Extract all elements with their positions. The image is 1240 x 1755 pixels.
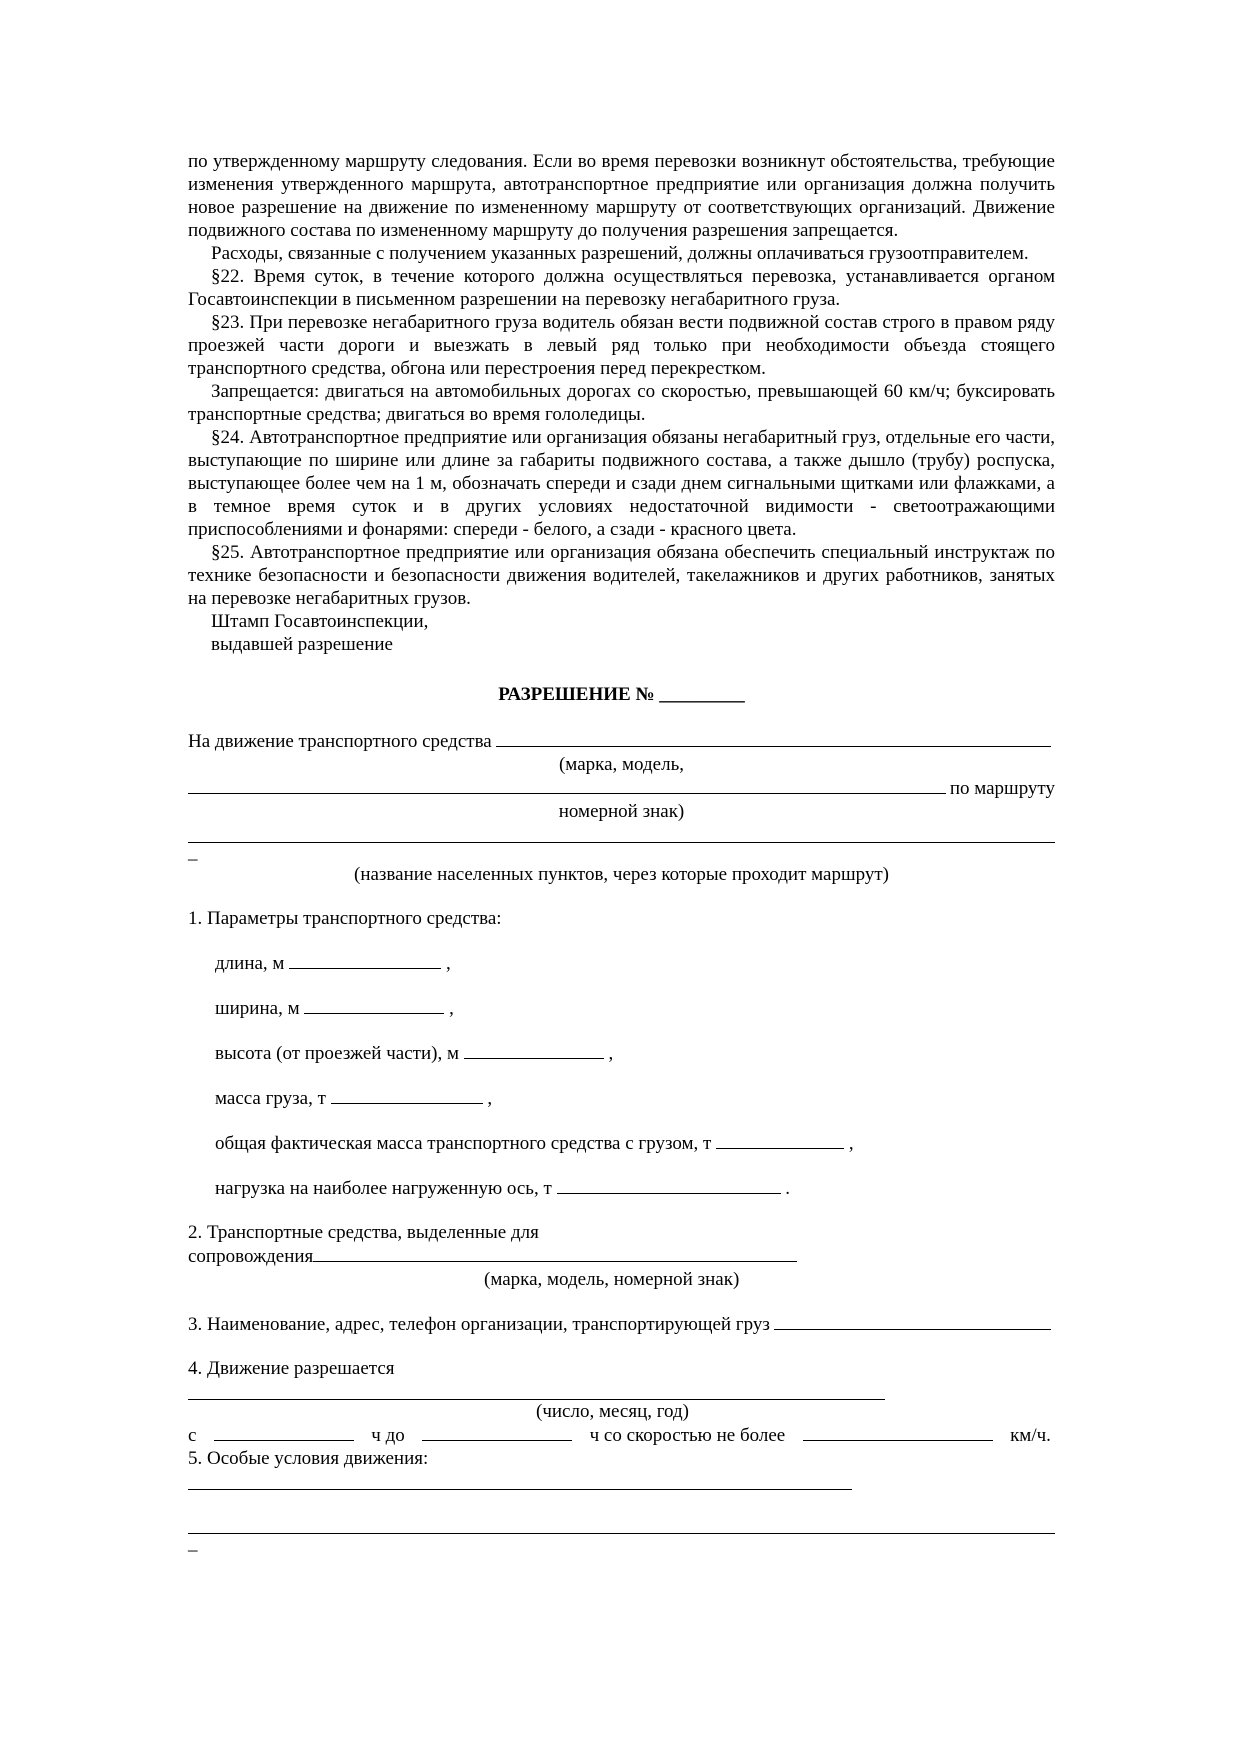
section-3-label: 3. Наименование, адрес, телефон организации, транспортирующей груз [188,1314,770,1335]
section-3-row [188,1312,1055,1336]
section-1-heading: 1. Параметры транспортного средства: [188,908,502,929]
paragraph-23: §23. При перевозке негабаритного груза водитель обязан вести подвижной состав строго в правом ряду проезжей части дороги и выезжать в левый ряд только при необходимости объезда стоящего транспортного средства, обгона или перестроения перед перекрестком. [188,312,1055,379]
section-2-hint: (марка, модель, номерной знак) [484,1269,740,1290]
section-2-escort-row [188,1244,1055,1268]
param-axle-load [188,1176,1055,1200]
param-length-comma: , [445,953,451,974]
section-2-heading: 2. Транспортные средства, выделенные для [188,1222,539,1243]
param-width [188,996,1055,1020]
special-conditions-dash: _ [188,1533,198,1554]
speed-unit: км/ч. [1010,1425,1051,1446]
date-hint: (число, месяц, год) [536,1401,690,1422]
param-height-label: высота (от проезжей части), м [215,1043,459,1064]
param-cargo-mass [188,1086,1055,1110]
paragraph-expenses: Расходы, связанные с получением указанных разрешений, должны оплачиваться грузоотправителем. [211,243,1029,264]
organization-field[interactable] [774,1312,1051,1330]
permit-title: РАЗРЕШЕНИЕ № _________ [498,684,745,705]
param-total-mass-label: общая фактическая масса транспортного средства с грузом, т [215,1133,712,1154]
param-length [188,951,1055,975]
param-length-field[interactable] [289,951,441,969]
escort-field[interactable] [313,1244,797,1262]
stamp-line-1: Штамп Госавтоинспекции, [211,611,429,632]
param-height-comma: , [608,1043,614,1064]
speed-label: ч со скоростью не более [589,1425,786,1446]
vehicle-field[interactable] [496,729,1051,747]
param-total-mass-comma: , [848,1133,854,1154]
route-label: по маршруту [949,778,1055,799]
param-length-label: длина, м [215,953,285,974]
special-conditions-field-1[interactable] [188,1470,852,1490]
vehicle-label: На движение транспортного средства [188,731,492,752]
time-to-field[interactable] [422,1423,572,1441]
param-cargo-mass-field[interactable] [331,1086,483,1104]
param-axle-load-label: нагрузка на наиболее нагруженную ось, т [215,1178,552,1199]
param-height-field[interactable] [464,1041,604,1059]
param-axle-load-field[interactable] [557,1176,781,1194]
vehicle-row [188,729,1055,753]
param-total-mass-field[interactable] [716,1131,844,1149]
vehicle-hint-1: (марка, модель, [558,754,684,775]
stamp-block [188,610,1055,656]
section-4-heading: 4. Движение разрешается [188,1358,395,1379]
route-hint: (название населенных пунктов, через которые проходит маршрут) [354,864,889,885]
document-page [188,150,1055,1554]
paragraph-prohibited: Запрещается: двигаться на автомобильных дорогах со скоростью, превышающей 60 км/ч; буксировать транспортные средства; двигаться во время гололедицы. [188,381,1055,425]
time-from-field[interactable] [214,1423,354,1441]
param-cargo-mass-label: масса груза, т [215,1088,326,1109]
speed-field[interactable] [803,1423,993,1441]
section-2-escort-label: сопровождения [188,1246,314,1267]
special-conditions-field-2[interactable] [188,1514,1055,1534]
param-width-field[interactable] [304,996,444,1014]
vehicle-plate-field[interactable] [188,776,946,794]
param-width-comma: , [449,998,454,1019]
param-width-label: ширина, м [215,998,300,1019]
param-cargo-mass-comma: , [487,1088,493,1109]
param-height [188,1041,1055,1065]
paragraph-route: по утвержденному маршруту следования. Если во время перевозки возникнут обстоятельства, требующие изменения утвержденного маршрута, автотранспортное предприятие или организация должна получить новое разрешение на движение по измененному маршруту от соответствующих организаций. Движение подвижного состава по измененному маршруту до получения разрешения запрещается. [188,151,1055,241]
stamp-line-2: выдавшей разрешение [211,634,393,655]
param-axle-load-period: . [785,1178,791,1199]
time-from-label: с [188,1425,197,1446]
date-field[interactable] [188,1380,885,1400]
route-field-dash: _ [188,842,198,863]
param-total-mass [188,1131,1055,1155]
vehicle-hint-2: номерной знак) [558,801,685,822]
paragraph-25: §25. Автотранспортное предприятие или организация обязана обеспечить специальный инструктаж по технике безопасности и безопасности движения водителей, такелажников и других работников, занятых на перевозке негабаритных грузов. [188,542,1055,609]
section-5-heading: 5. Особые условия движения: [188,1448,429,1469]
time-to-label: ч до [371,1425,405,1446]
time-speed-row [188,1423,1055,1447]
paragraph-22: §22. Время суток, в течение которого должна осуществляться перевозка, устанавливается органом Госавтоинспекции в письменном разрешении на перевозку негабаритного груза. [188,266,1055,310]
route-field[interactable] [188,823,1055,843]
paragraph-24: §24. Автотранспортное предприятие или организация обязаны негабаритный груз, отдельные его части, выступающие по ширине или длине за габариты подвижного состава, а также дышло (трубу) роспуска, выступающее более чем на 1 м, обозначать спереди и сзади днем сигнальными щитками или флажками, а в темное время суток и в других условиях недостаточной видимости - светоотражающими приспособлениями и фонарями: спереди - белого, а сзади - красного цвета. [188,427,1055,540]
route-row [188,776,1055,800]
